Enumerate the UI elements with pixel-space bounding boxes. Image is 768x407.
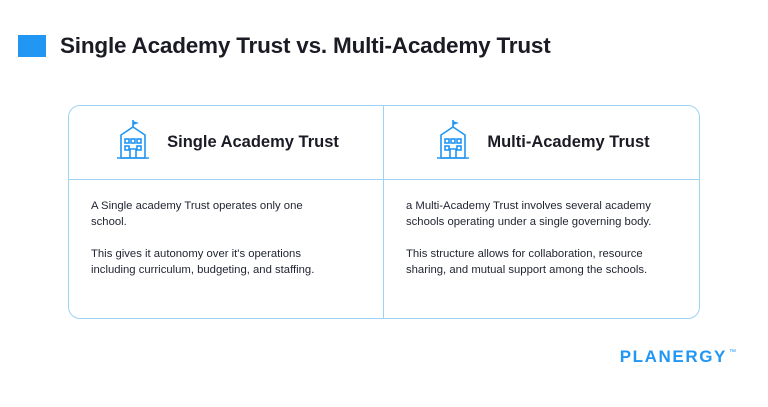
title-text: Single Academy Trust vs. Multi-Academy Trust (60, 33, 551, 58)
column-single-academy-trust (69, 106, 384, 318)
column-multi-academy-trust (384, 106, 699, 318)
column-heading-left: Single Academy Trust (167, 133, 339, 151)
title-accent-bar (18, 35, 46, 57)
column-header-right (384, 106, 699, 180)
comparison-card (68, 105, 700, 319)
paragraph: This structure allows for collaboration, resource sharing, and mutual support among the schools. (406, 247, 648, 277)
column-body-left (69, 180, 383, 279)
paragraph: This gives it autonomy over it's operations including curriculum, budgeting, and staffing. (91, 247, 315, 277)
column-body-right (384, 180, 699, 279)
school-building-icon (433, 118, 473, 167)
logo-wordmark: PLANERGY (619, 347, 727, 366)
logo-trademark: ™ (729, 349, 736, 356)
school-building-icon (113, 118, 153, 167)
planergy-logo (620, 348, 736, 365)
paragraph: a Multi-Academy Trust involves several academy schools operating under a single governing body. (406, 200, 652, 229)
page-title (18, 33, 551, 59)
column-header-left (69, 106, 383, 180)
column-heading-right: Multi-Academy Trust (487, 133, 650, 151)
paragraph: A Single academy Trust operates only one school. (91, 200, 303, 229)
